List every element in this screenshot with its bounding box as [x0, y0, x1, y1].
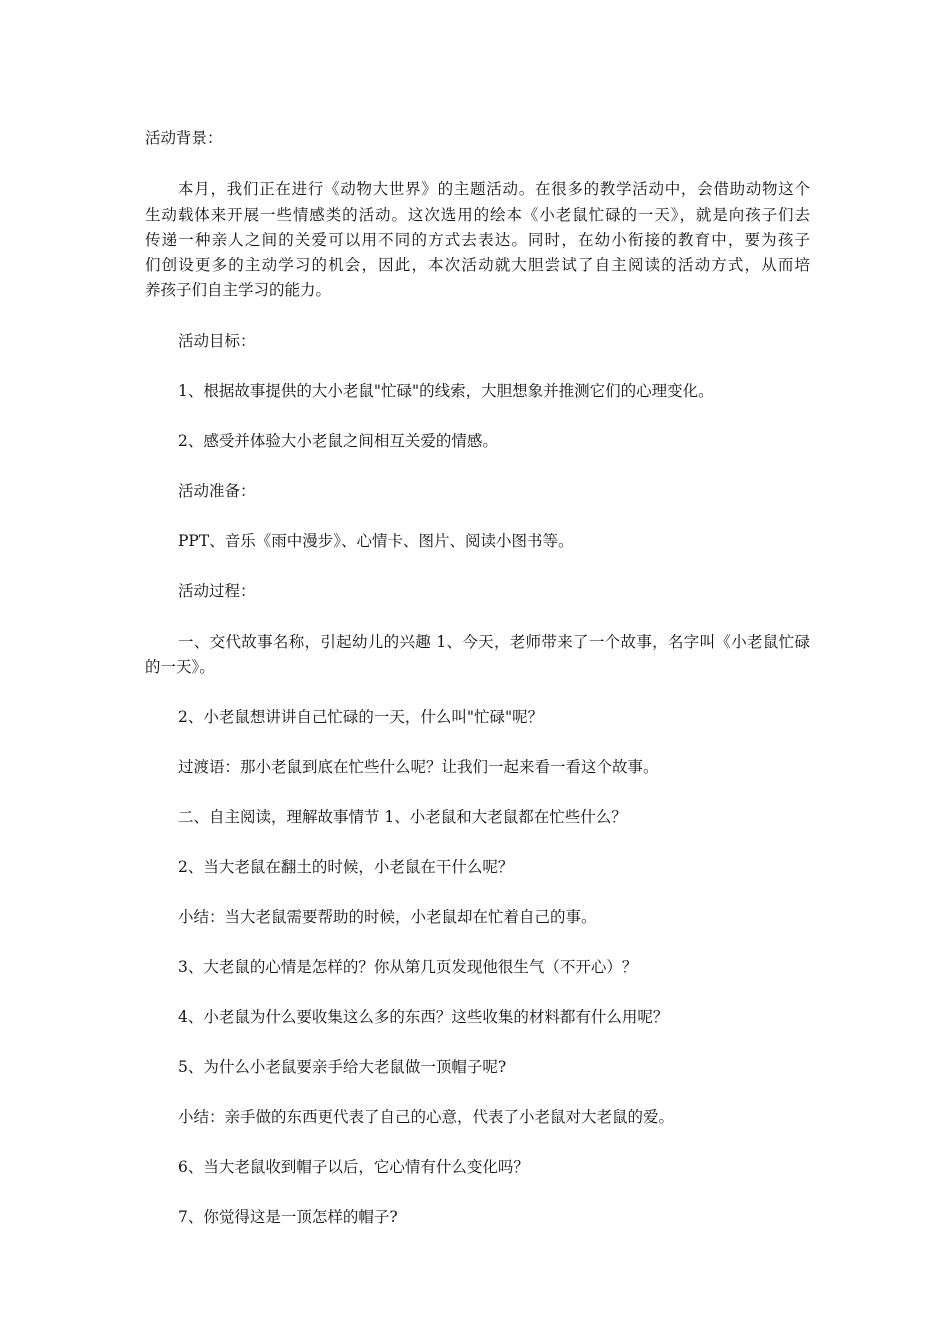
background-paragraph-line: 本月，我们正在进行《动物大世界》的主题活动。在很多的教学活动中，会借助动物这个	[178, 180, 810, 198]
summary-text: 小结：当大老鼠需要帮助的时候，小老鼠却在忙着自己的事。	[178, 908, 597, 926]
heading-process: 活动过程：	[178, 582, 256, 600]
process-item: 2、当大老鼠在翻土的时候，小老鼠在干什么呢？	[178, 858, 514, 876]
heading-preparation: 活动准备：	[178, 482, 256, 500]
process-item: 6、当大老鼠收到帽子以后，它心情有什么变化吗？	[178, 1158, 529, 1176]
process-step-line: 的一天》。	[145, 658, 215, 676]
transition-text: 过渡语：那小老鼠到底在忙些什么呢？让我们一起来看一看这个故事。	[178, 758, 659, 776]
heading-background: 活动背景：	[145, 129, 223, 147]
background-paragraph-line: 们创设更多的主动学习的机会，因此，本次活动就大胆尝试了自主阅读的活动方式，从而培	[145, 256, 810, 274]
process-item: 2、小老鼠想讲讲自己忙碌的一天，什么叫"忙碌"呢？	[178, 708, 544, 726]
background-paragraph-line: 生动载体来开展一些情感类的活动。这次选用的绘本《小老鼠忙碌的一天》，就是向孩子们去	[145, 206, 810, 224]
goal-item: 1、根据故事提供的大小老鼠"忙碌"的线索，大胆想象并推测它们的心理变化。	[178, 382, 714, 400]
process-item: 5、为什么小老鼠要亲手给大老鼠做一顶帽子呢?	[178, 1058, 507, 1076]
background-paragraph-line: 传递一种亲人之间的关爱可以用不同的方式去表达。同时，在幼小衔接的教育中，要为孩子	[145, 231, 810, 249]
heading-goals: 活动目标：	[178, 332, 256, 350]
goal-item: 2、感受并体验大小老鼠之间相互关爱的情感。	[178, 432, 498, 450]
background-paragraph-line: 养孩子们自主学习的能力。	[145, 281, 332, 299]
process-item: 3、大老鼠的心情是怎样的？你从第几页发现他很生气（不开心）？	[178, 958, 638, 976]
summary-text: 小结：亲手做的东西更代表了自己的心意，代表了小老鼠对大老鼠的爱。	[178, 1108, 675, 1126]
process-step-line: 二、自主阅读，理解故事情节 1、小老鼠和大老鼠都在忙些什么？	[178, 808, 627, 826]
process-item: 4、小老鼠为什么要收集这么多的东西？这些收集的材料都有什么用呢？	[178, 1008, 669, 1026]
preparation-text: PPT、音乐《雨中漫步》、心情卡、图片、阅读小图书等。	[178, 532, 574, 550]
process-item: 7、你觉得这是一顶怎样的帽子?	[178, 1208, 398, 1226]
process-step-line: 一、交代故事名称，引起幼儿的兴趣 1、今天，老师带来了一个故事，名字叫《小老鼠忙碌	[178, 633, 810, 651]
